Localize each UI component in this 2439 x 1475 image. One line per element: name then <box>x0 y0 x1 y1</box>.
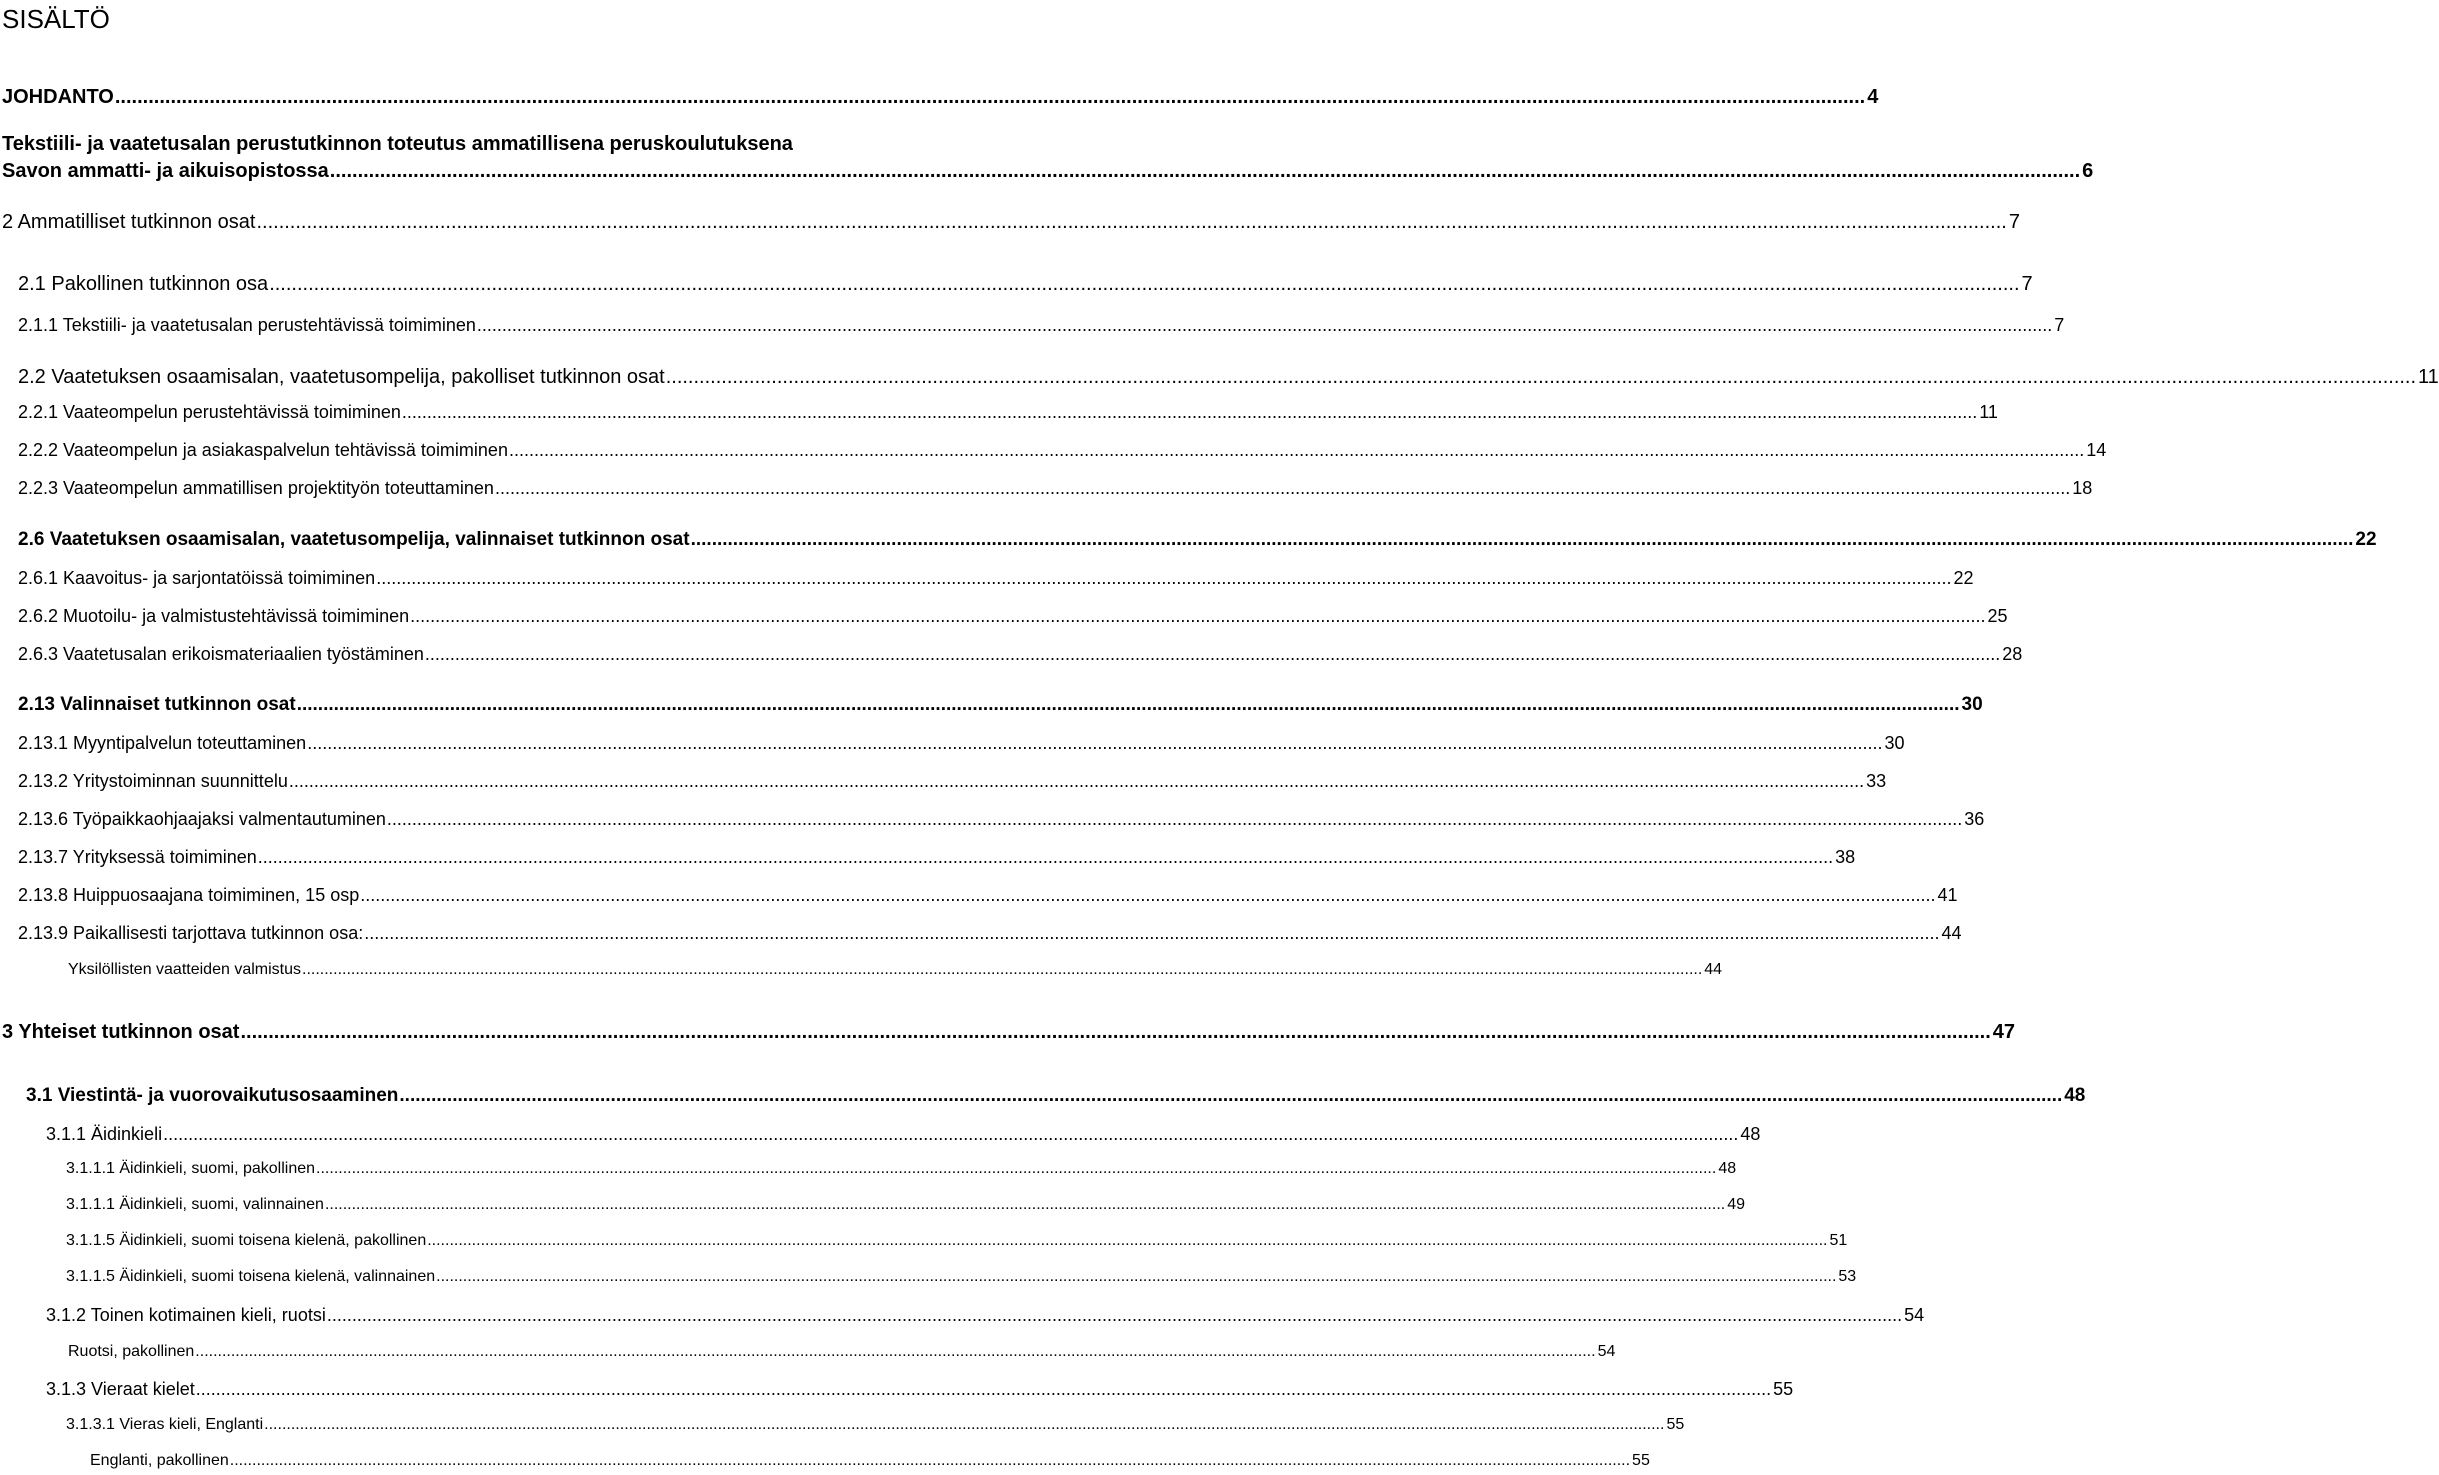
toc-entry-label: 2.13 Valinnaiset tutkinnon osat <box>18 694 296 715</box>
toc-entry-label: 3.1.1.1 Äidinkieli, suomi, pakollinen <box>66 1160 316 1177</box>
toc-entry-label: 3.1 Viestintä- ja vuorovaikutusosaaminen <box>26 1085 399 1106</box>
toc-leader: ........................................................................................................................................................................................................................................................................................................................... <box>427 1232 1828 1249</box>
toc-page-number: 55 <box>1666 1416 1685 1433</box>
toc-entry[interactable] <box>46 1122 1761 1146</box>
toc-entry[interactable] <box>18 313 2065 337</box>
toc-leader: ........................................................................................................................................................................................................................................................................................................................... <box>665 366 2417 388</box>
toc-entry[interactable] <box>66 1194 1746 1216</box>
toc-entry-label: 3.1.1.1 Äidinkieli, suomi, valinnainen <box>66 1196 324 1213</box>
toc-page-number: 51 <box>1829 1232 1848 1249</box>
toc-leader: ........................................................................................................................................................................................................................................................................................................................... <box>386 809 1963 829</box>
toc-page-number: 11 <box>2418 366 2439 388</box>
toc-entry-label: 2.13.2 Yritystoiminnan suunnittelu <box>18 771 288 791</box>
toc-entry[interactable] <box>26 1084 2086 1108</box>
toc-entry[interactable] <box>18 400 1998 424</box>
toc-entry-label: 3.1.1 Äidinkieli <box>46 1124 163 1144</box>
toc-page-number: 25 <box>1987 606 2008 626</box>
toc-entry-label: JOHDANTO <box>2 86 114 108</box>
toc-page-number: 48 <box>1740 1124 1761 1144</box>
toc-page-number: 14 <box>2086 440 2107 460</box>
toc-entry-label: Yksilöllisten vaatteiden valmistus <box>68 961 301 978</box>
toc-leader: ........................................................................................................................................................................................................................................................................................................................... <box>302 961 1703 978</box>
toc-leader: ........................................................................................................................................................................................................................................................................................................................... <box>163 1124 1739 1144</box>
toc-page-number: 28 <box>2002 644 2023 664</box>
toc-page-number: 41 <box>1937 885 1958 905</box>
toc-entry[interactable] <box>46 1303 1925 1327</box>
toc-entry[interactable] <box>68 1341 1616 1363</box>
toc-entry-label: 2.1 Pakollinen tutkinnon osa <box>18 273 269 295</box>
toc-leader: ........................................................................................................................................................................................................................................................................................................................... <box>690 529 2354 550</box>
toc-page-number: 18 <box>2072 478 2093 498</box>
toc-entry-label: Tekstiili- ja vaatetusalan perustutkinnon toteutus ammatillisena peruskoulutuksena <box>2 133 793 155</box>
toc-entry[interactable] <box>2 209 2020 235</box>
toc-page-number: 30 <box>1884 733 1905 753</box>
toc-entry[interactable] <box>66 1158 1737 1180</box>
toc-page-number: 6 <box>2082 160 2094 182</box>
toc-leader: ........................................................................................................................................................................................................................................................................................................................... <box>376 568 1952 588</box>
toc-leader: ........................................................................................................................................................................................................................................................................................................................... <box>256 211 2007 233</box>
toc-page-number: 33 <box>1866 771 1887 791</box>
toc-entry-label: 2.13.6 Työpaikkaohjaajaksi valmentautuminen <box>18 809 386 829</box>
toc-entry-label: 2.2.3 Vaateompelun ammatillisen projektityön toteuttaminen <box>18 478 494 498</box>
toc-entry[interactable] <box>46 1377 1794 1401</box>
toc-page-number: 4 <box>1867 86 1879 108</box>
toc-entry[interactable] <box>90 1450 1650 1472</box>
toc-leader: ........................................................................................................................................................................................................................................................................................................................... <box>410 606 1986 626</box>
toc-leader: ........................................................................................................................................................................................................................................................................................................................... <box>195 1343 1596 1360</box>
toc-entry-label: 3.1.3 Vieraat kielet <box>46 1379 195 1399</box>
toc-page-number: 7 <box>2008 211 2020 233</box>
toc-leader: ........................................................................................................................................................................................................................................................................................................................... <box>401 402 1978 422</box>
toc-leader: ........................................................................................................................................................................................................................................................................................................................... <box>360 885 1936 905</box>
toc-entry[interactable] <box>18 807 1985 831</box>
toc-page-number: 22 <box>1953 568 1974 588</box>
toc-entry[interactable] <box>2 131 2094 185</box>
toc-leader: ........................................................................................................................................................................................................................................................................................................................... <box>508 440 2085 460</box>
toc-entry[interactable] <box>66 1266 1857 1288</box>
toc-entry-label: 2.13.1 Myyntipalvelun toteuttaminen <box>18 733 307 753</box>
toc-entry-label: Ruotsi, pakollinen <box>68 1343 195 1360</box>
toc-entry[interactable] <box>18 845 1856 869</box>
toc-page-number: 54 <box>1597 1343 1616 1360</box>
toc-entry-label: 3.1.2 Toinen kotimainen kieli, ruotsi <box>46 1305 326 1325</box>
toc-entry-label-continued: Savon ammatti- ja aikuisopistossa <box>2 160 329 182</box>
toc-entry-label: Englanti, pakollinen <box>90 1452 229 1469</box>
toc-entry-label: 2.1.1 Tekstiili- ja vaatetusalan perustehtävissä toimiminen <box>18 315 476 335</box>
toc-entry-label: 2.2.1 Vaateompelun perustehtävissä toimiminen <box>18 402 401 422</box>
toc-entry-label: 3.1.3.1 Vieras kieli, Englanti <box>66 1416 264 1433</box>
toc-entry[interactable] <box>18 476 2093 500</box>
toc-entry-label: 2 Ammatilliset tutkinnon osat <box>2 211 256 233</box>
toc-leader: ........................................................................................................................................................................................................................................................................................................................... <box>494 478 2071 498</box>
toc-leader: ........................................................................................................................................................................................................................................................................................................................... <box>257 847 1834 867</box>
toc-entry[interactable] <box>18 271 2033 297</box>
toc-entry[interactable] <box>18 438 2107 462</box>
toc-page-number: 54 <box>1904 1305 1925 1325</box>
toc-entry-label: 2.6 Vaatetuksen osaamisalan, vaatetusompelija, valinnaiset tutkinnon osat <box>18 529 690 550</box>
toc-page-number: 36 <box>1964 809 1985 829</box>
toc-page-number: 44 <box>1704 961 1723 978</box>
toc-leader: ........................................................................................................................................................................................................................................................................................................................... <box>296 694 1960 715</box>
toc-page-number: 53 <box>1838 1268 1857 1285</box>
toc-leader: ........................................................................................................................................................................................................................................................................................................................... <box>326 1305 1903 1325</box>
toc-leader: ........................................................................................................................................................................................................................................................................................................................... <box>436 1268 1837 1285</box>
toc-entry[interactable] <box>68 959 1723 981</box>
toc-leader: ........................................................................................................................................................................................................................................................................................................................... <box>364 923 1940 943</box>
toc-heading: SISÄLTÖ <box>2 4 110 34</box>
toc-leader: ........................................................................................................................................................................................................................................................................................................................... <box>240 1021 1991 1043</box>
toc-entry[interactable] <box>18 921 1962 945</box>
toc-page-number: 30 <box>1961 694 1983 715</box>
toc-page-number: 49 <box>1727 1196 1746 1213</box>
toc-entry-label: 2.13.7 Yrityksessä toimiminen <box>18 847 257 867</box>
toc-page-number: 48 <box>1718 1160 1737 1177</box>
toc-entry[interactable] <box>18 642 2023 666</box>
toc-page-number: 55 <box>1773 1379 1794 1399</box>
toc-entry-label: 2.13.9 Paikallisesti tarjottava tutkinnon osa: <box>18 923 364 943</box>
toc-page-number: 47 <box>1992 1021 2016 1043</box>
toc-entry-label: 3 Yhteiset tutkinnon osat <box>2 1021 240 1043</box>
toc-leader: ........................................................................................................................................................................................................................................................................................................................... <box>269 273 2020 295</box>
toc-page-number: 11 <box>1979 402 1998 422</box>
toc-page-number: 48 <box>2064 1085 2086 1106</box>
toc-page-number: 38 <box>1835 847 1856 867</box>
toc-entry-label: 3.1.1.5 Äidinkieli, suomi toisena kielenä, valinnainen <box>66 1268 436 1285</box>
toc-leader: ........................................................................................................................................................................................................................................................................................................................... <box>329 160 2081 182</box>
toc-entry-label: 2.6.1 Kaavoitus- ja sarjontatöissä toimiminen <box>18 568 376 588</box>
toc-entry-label: 2.13.8 Huippuosaajana toimiminen, 15 osp <box>18 885 360 905</box>
toc-entry[interactable] <box>18 566 1974 590</box>
toc-leader: ........................................................................................................................................................................................................................................................................................................................... <box>264 1416 1665 1433</box>
toc-leader: ........................................................................................................................................................................................................................................................................................................................... <box>424 644 2001 664</box>
toc-entry[interactable] <box>18 769 1887 793</box>
toc-entry[interactable] <box>66 1230 1848 1252</box>
toc-entry[interactable] <box>2 84 1879 110</box>
toc-entry-label: 2.6.3 Vaatetusalan erikoismateriaalien työstäminen <box>18 644 424 664</box>
toc-page-number: 7 <box>2054 315 2065 335</box>
toc-leader: ........................................................................................................................................................................................................................................................................................................................... <box>316 1160 1717 1177</box>
toc-page-number: 7 <box>2021 273 2033 295</box>
toc-entry[interactable] <box>66 1414 1685 1436</box>
toc-leader: ........................................................................................................................................................................................................................................................................................................................... <box>324 1196 1726 1213</box>
toc-leader: ........................................................................................................................................................................................................................................................................................................................... <box>114 86 1866 108</box>
toc-entry-label: 2.2 Vaatetuksen osaamisalan, vaatetusompelija, pakolliset tutkinnon osat <box>18 366 665 388</box>
toc-entry-label: 2.2.2 Vaateompelun ja asiakaspalvelun tehtävissä toimiminen <box>18 440 508 460</box>
toc-leader: ........................................................................................................................................................................................................................................................................................................................... <box>288 771 1865 791</box>
toc-leader: ........................................................................................................................................................................................................................................................................................................................... <box>229 1452 1631 1469</box>
toc-entry[interactable] <box>18 604 2008 628</box>
toc-page-number: 44 <box>1941 923 1962 943</box>
toc-leader: ........................................................................................................................................................................................................................................................................................................................... <box>195 1379 1772 1399</box>
toc-entry-label: 3.1.1.5 Äidinkieli, suomi toisena kielenä, pakollinen <box>66 1232 427 1249</box>
toc-entry[interactable] <box>18 528 2377 552</box>
toc-entry[interactable] <box>18 731 1905 755</box>
toc-page-number: 22 <box>2355 529 2377 550</box>
toc-entry[interactable] <box>18 883 1958 907</box>
toc-page-number: 55 <box>1632 1452 1650 1469</box>
toc-entry[interactable] <box>2 1019 2016 1045</box>
toc-leader: ........................................................................................................................................................................................................................................................................................................................... <box>476 315 2053 335</box>
toc-leader: ........................................................................................................................................................................................................................................................................................................................... <box>307 733 1883 753</box>
toc-leader: ........................................................................................................................................................................................................................................................................................................................... <box>399 1085 2063 1106</box>
toc-entry[interactable] <box>18 364 2439 390</box>
toc-entry-label: 2.6.2 Muotoilu- ja valmistustehtävissä toimiminen <box>18 606 410 626</box>
toc-entry[interactable] <box>18 693 1983 717</box>
